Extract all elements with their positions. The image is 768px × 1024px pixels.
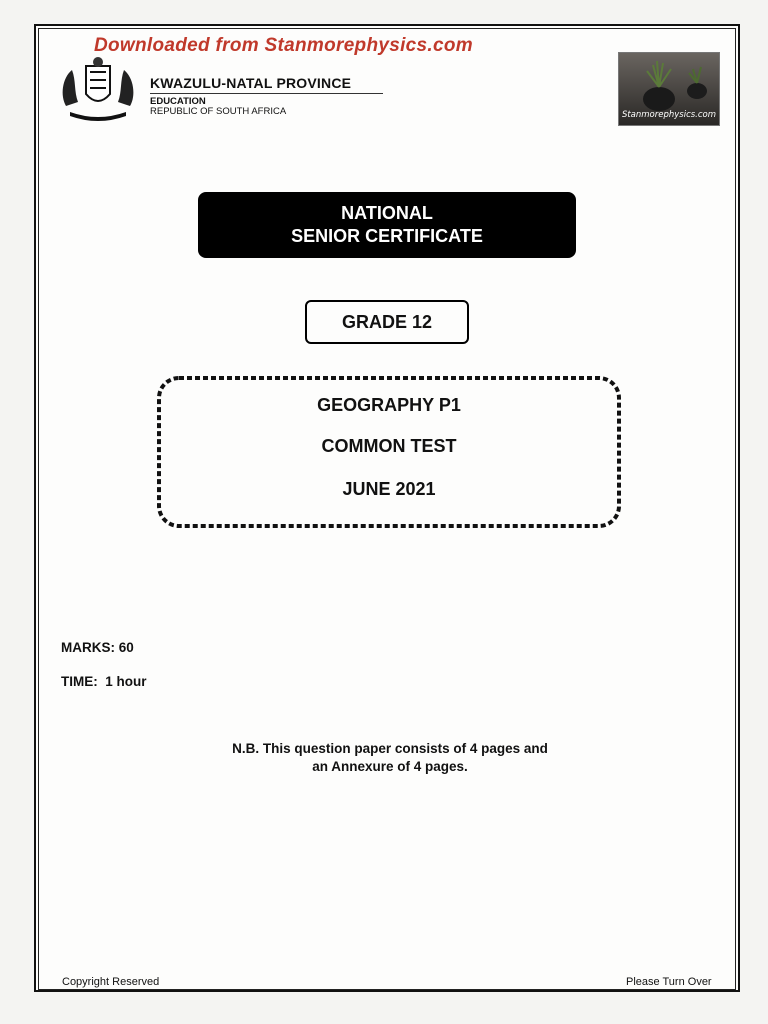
department-name: EDUCATION <box>150 96 206 107</box>
header-divider <box>150 93 383 94</box>
nb-line-2: an Annexure of 4 pages. <box>312 759 468 774</box>
marks-label: MARKS: 60 <box>61 640 134 655</box>
certificate-title <box>198 192 576 258</box>
test-date: JUNE 2021 <box>342 479 436 499</box>
nb-line-1: N.B. This question paper consists of 4 pages and <box>232 741 548 756</box>
site-logo <box>618 52 720 126</box>
title-line-1: NATIONAL <box>341 203 433 223</box>
time-label: TIME: 1 hour <box>61 674 147 689</box>
test-name: COMMON TEST <box>321 436 457 456</box>
coat-of-arms-icon <box>56 56 140 122</box>
subject-box <box>156 374 622 530</box>
copyright-notice: Copyright Reserved <box>62 976 160 988</box>
paper-name: GEOGRAPHY P1 <box>317 395 461 415</box>
download-watermark: Downloaded from Stanmorephysics.com <box>94 35 473 56</box>
turn-over-notice: Please Turn Over <box>626 976 712 988</box>
nb-note <box>160 740 620 776</box>
title-line-2: SENIOR CERTIFICATE <box>291 226 483 246</box>
site-logo-label: Stanmorephysics.com <box>621 110 717 120</box>
country-name: REPUBLIC OF SOUTH AFRICA <box>150 106 287 117</box>
province-name: KWAZULU-NATAL PROVINCE <box>150 75 352 91</box>
grade-label: GRADE 12 <box>305 300 469 344</box>
